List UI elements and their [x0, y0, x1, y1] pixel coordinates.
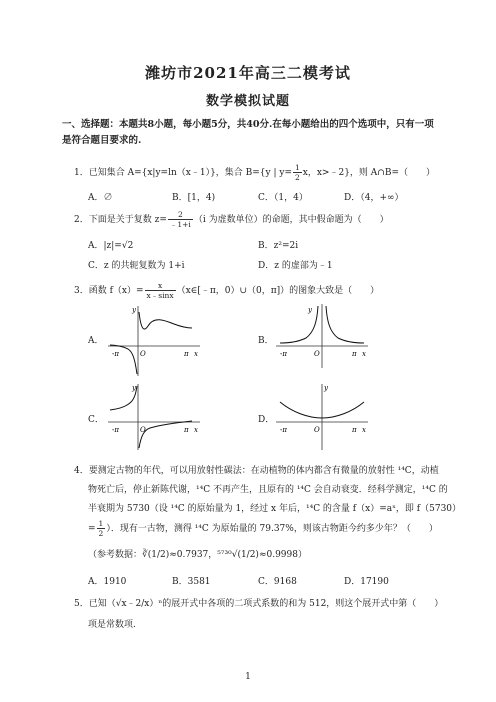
q3-graph-b — [272, 302, 372, 372]
q1-option-c: C．（1，4） — [258, 193, 308, 203]
q3-graph-c — [104, 380, 204, 452]
q2-option-d: D．z 的虚部为﹣1 — [258, 261, 333, 271]
graph-b-curve-right — [326, 306, 364, 343]
q1-option-a: A．∅ — [88, 193, 113, 203]
q4-line4-a: = — [88, 524, 96, 534]
q4-line3: 半衰期为 5730（设 ¹⁴C 的原始量为 1，经过 x 年后，¹⁴C 的含量 f（x）=aˣ，即 f（5730） — [88, 504, 462, 514]
graph-d-x-label: x — [362, 426, 366, 434]
graph-a-y-label: y — [132, 306, 136, 314]
q3-frac-den: x﹣sinx — [146, 291, 174, 300]
q3-fraction — [145, 281, 176, 300]
q2-stem-b: （i 为虚数单位）的命题，其中假命题为（ ） — [193, 215, 389, 225]
graph-b-neg-pi: -π — [280, 350, 287, 358]
q4-option-a: A．1910 — [88, 577, 127, 587]
graph-b-origin: O — [314, 350, 320, 358]
q2-option-b: B．z²=2i — [258, 241, 299, 251]
graph-a-pi: π — [184, 350, 189, 358]
graph-d-y-label: y — [324, 384, 328, 392]
q2-fraction — [168, 210, 193, 229]
question-2-stem — [74, 210, 389, 229]
q4-option-d: D．17190 — [344, 577, 389, 587]
q1-fraction — [293, 163, 302, 182]
q3-option-b-label: B． — [258, 336, 274, 346]
graph-d-origin: O — [314, 426, 320, 434]
graph-b-y-label: y — [308, 306, 312, 314]
graph-c-neg-pi: -π — [112, 426, 119, 434]
q4-option-b: B．3581 — [172, 577, 211, 587]
section-heading-line1: 一、选择题：本题共8小题，每小题5分，共40分.在每小题给出的四个选项中，只有一项 — [62, 119, 434, 130]
q4-line4 — [88, 519, 438, 538]
q2-option-a: A．|z|=√2 — [88, 241, 134, 251]
graph-a-neg-pi: -π — [112, 350, 119, 358]
page-number: 1 — [245, 672, 251, 682]
graph-c-origin: O — [140, 426, 146, 434]
q1-stem-b: x，x>﹣2}，则 A∩B=（ ） — [302, 168, 435, 178]
q3-stem-a: 3．函数 f（x）= — [74, 286, 144, 296]
q3-graph-a — [104, 302, 204, 378]
q2-option-c: C．z 的共轭复数为 1+i — [88, 261, 185, 271]
graph-b-curve-left — [280, 306, 318, 343]
graph-d-pi: π — [352, 426, 357, 434]
q4-fraction — [97, 519, 106, 538]
q1-stem-a: 1．已知集合 A={x|y=ln（x﹣1）}，集合 B={y | y= — [74, 168, 292, 178]
q2-frac-num: 2 — [168, 210, 193, 220]
q5-line2: 项是常数项. — [88, 620, 136, 630]
graph-c-svg — [104, 380, 204, 452]
graph-d-neg-pi: -π — [280, 426, 287, 434]
q2-stem-a: 2．下面是关于复数 z= — [74, 215, 167, 225]
q1-option-d: D．（4，+∞） — [344, 193, 404, 203]
q1-frac-den: 2 — [295, 173, 300, 182]
q2-frac-den: ﹣1+i — [169, 220, 191, 229]
question-1-stem — [74, 163, 435, 182]
q4-line2: 物死亡后，停止新陈代谢，¹⁴C 不再产生，且原有的 ¹⁴C 会自动衰变．经科学测定，¹⁴C 的 — [88, 485, 448, 495]
q4-line5: （参考数据：∛(1/2)≈0.7937，⁵⁷³⁰√(1/2)≈0.9998） — [88, 550, 307, 560]
q3-option-d-label: D． — [258, 415, 275, 425]
graph-b-pi: π — [352, 350, 357, 358]
graph-a-curve-right — [139, 312, 192, 329]
section-heading-line2: 是符合题目要求的. — [62, 135, 142, 146]
q4-option-c: C．9168 — [258, 577, 297, 587]
graph-a-origin: O — [140, 350, 146, 358]
q4-frac-den: 2 — [98, 529, 104, 538]
question-3-stem — [74, 281, 379, 300]
graph-c-pi: π — [184, 426, 189, 434]
page-subtitle: 数学模拟试题 — [205, 94, 290, 109]
page-title: 潍坊市2021年高三二模考试 — [145, 64, 351, 82]
graph-c-x-label: x — [194, 426, 198, 434]
q3-option-c-label: C． — [88, 415, 104, 425]
graph-b-x-label: x — [362, 350, 366, 358]
graph-d-svg — [272, 380, 372, 452]
q4-line4-b: ）．现有一古物，测得 ¹⁴C 为原始量的 79.37%，则该古物距今约多少年？（ ） — [106, 524, 438, 534]
graph-a-svg — [104, 302, 204, 378]
q3-graph-d — [272, 380, 372, 452]
q4-frac-num: 1 — [98, 519, 104, 528]
q5-line1: 5．已知（√x﹣2/x）ⁿ的展开式中各项的二项式系数的和为 512，则这个展开式中第（ ） — [74, 599, 444, 609]
q3-option-a-label: A． — [88, 336, 104, 346]
q1-option-b: B．[1，4) — [172, 193, 216, 203]
graph-c-y-label: y — [132, 384, 136, 392]
q1-frac-num: 1 — [295, 163, 300, 172]
q3-frac-num: x — [145, 281, 176, 291]
q4-line1: 4．要测定古物的年代，可以用放射性碳法：在动植物的体内都含有微量的放射性 ¹⁴C，动植 — [74, 466, 439, 476]
q3-stem-b: （x∈[﹣π，0）∪（0，π]）的图象大致是（ ） — [176, 286, 380, 296]
graph-b-svg — [272, 302, 372, 372]
graph-a-x-label: x — [194, 350, 198, 358]
